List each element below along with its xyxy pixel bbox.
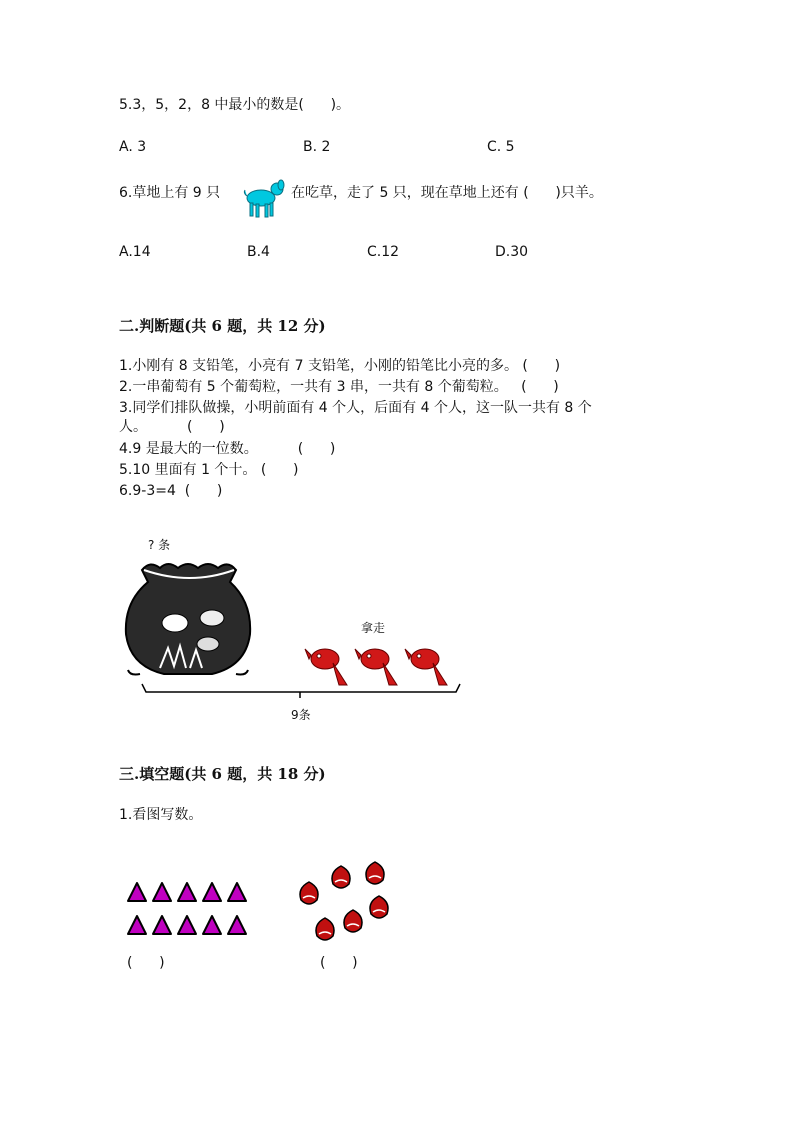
judge-item-5: 5.10 里面有 1 个十。 ( ) <box>119 462 299 478</box>
judge-item-1: 1.小刚有 8 支铅笔，小亮有 7 支铅笔，小刚的铅笔比小亮的多。 ( ) <box>119 358 561 374</box>
judge-item-3-cont: 人。 ( ) <box>119 419 225 435</box>
fish-total-label: 9条 <box>291 708 311 722</box>
answer-blank-peaches[interactable]: ( ) <box>320 955 358 971</box>
fish-taken-label: 拿走 <box>361 621 386 635</box>
q5-stem: 5.3，5，2，8 中最小的数是( )。 <box>119 97 351 113</box>
section2-title: 二.判断题(共 6 题，共 12 分) <box>119 317 326 335</box>
q5-option-c: C. 5 <box>487 139 515 155</box>
q6-option-d: D.30 <box>495 244 529 260</box>
q6-option-c: C.12 <box>367 244 400 260</box>
fill-q1: 1.看图写数。 <box>119 807 203 823</box>
section3-title: 三.填空题(共 6 题，共 18 分) <box>119 765 326 783</box>
judge-item-6: 6.9-3=4 ( ) <box>119 483 223 499</box>
sheep-icon <box>241 176 291 220</box>
q6-option-a: A.14 <box>119 244 151 260</box>
total-bracket <box>140 682 464 702</box>
q6-option-b: B.4 <box>247 244 270 260</box>
q5-option-b: B. 2 <box>303 139 331 155</box>
fishbowl-image <box>120 558 260 678</box>
judge-item-2: 2.一串葡萄有 5 个葡萄粒，一共有 3 串，一共有 8 个葡萄粒。 ( ) <box>119 379 559 395</box>
q6-stem-after: 在吃草，走了 5 只，现在草地上还有 ( )只羊。 <box>291 185 603 201</box>
q6-stem-before: 6.草地上有 9 只 <box>119 185 221 201</box>
triangles-image <box>125 880 255 940</box>
answer-blank-triangles[interactable]: ( ) <box>127 955 165 971</box>
fish-question-label: ? 条 <box>148 538 171 552</box>
q5-option-a: A. 3 <box>119 139 147 155</box>
judge-item-3: 3.同学们排队做操，小明前面有 4 个人，后面有 4 个人，这一队一共有 8 个 <box>119 400 592 416</box>
judge-item-4: 4.9 是最大的一位数。 ( ) <box>119 441 336 457</box>
peaches-image <box>295 856 405 946</box>
